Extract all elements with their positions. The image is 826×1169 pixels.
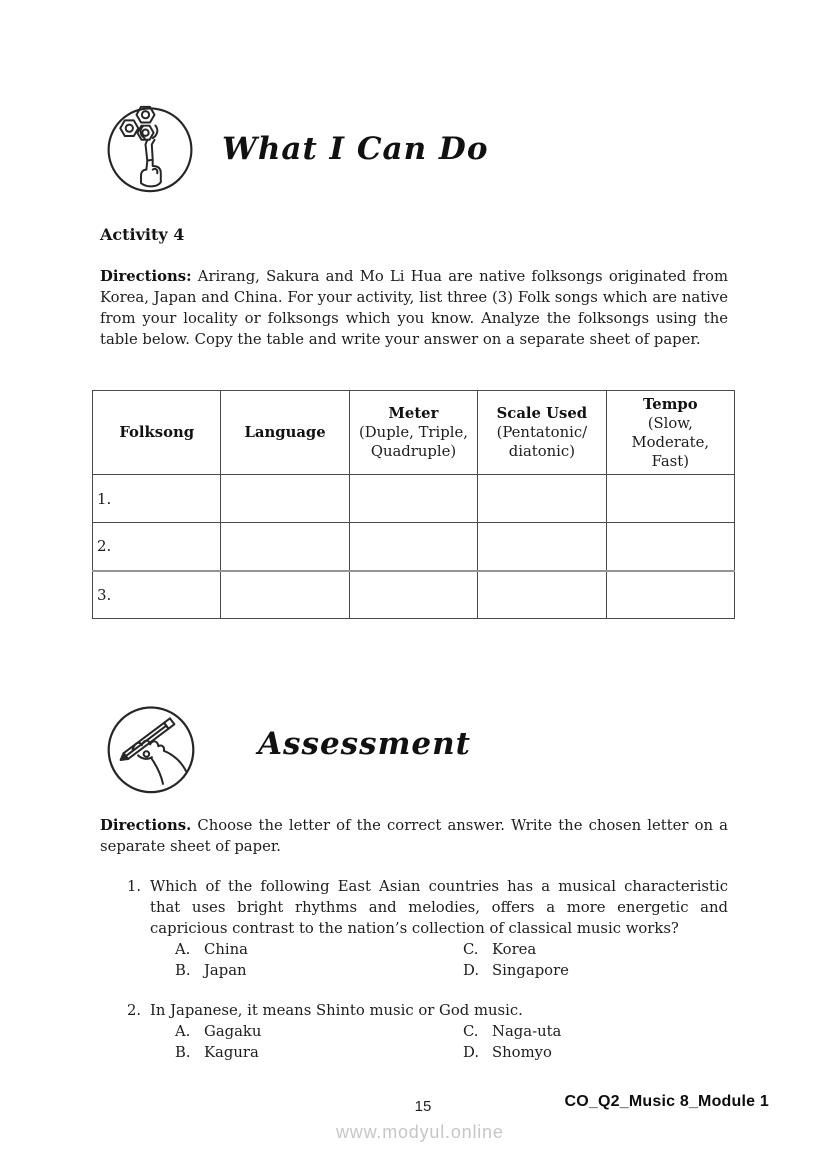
question-1-options (127, 939, 728, 981)
col-header-meter: Meter (Duple, Triple, Quadruple) (349, 391, 477, 475)
folksong-analysis-table (92, 390, 735, 619)
option-b: B. Japan (175, 962, 247, 979)
empty-cell (606, 571, 734, 619)
option-c: C. Naga-uta (463, 1023, 562, 1040)
option-a: A. Gagaku (175, 1023, 262, 1040)
section-title-assessment: Assessment (258, 726, 471, 762)
question-2 (127, 1000, 728, 1063)
col-header-tempo: Tempo (Slow, Moderate, Fast) (606, 391, 734, 475)
writing-hand-icon (105, 702, 197, 794)
empty-cell (349, 523, 477, 571)
empty-cell (606, 523, 734, 571)
empty-cell (478, 475, 606, 523)
question-number: 1. (127, 878, 142, 895)
section-title-what-i-can-do: What I Can Do (222, 131, 489, 167)
row-number: 2. (93, 523, 221, 571)
question-2-options (127, 1021, 728, 1063)
option-b: B. Kagura (175, 1044, 259, 1061)
empty-cell (221, 523, 349, 571)
activity-title: Activity 4 (100, 225, 185, 244)
col-header-language: Language (221, 391, 349, 475)
empty-cell (478, 571, 606, 619)
wrench-hand-icon (105, 103, 195, 193)
assessment-questions (127, 876, 728, 1063)
question-text: In Japanese, it means Shinto music or God music. (150, 1002, 523, 1019)
empty-cell (221, 475, 349, 523)
table-row-1 (93, 475, 735, 523)
assessment-directions-text: Choose the letter of the correct answer. Write the chosen letter on a separate sheet of paper. (100, 817, 728, 855)
question-text: Which of the following East Asian countries has a musical characteristic that uses bright rhythms and melodies, offers a more energetic and capricious contrast to the nation’s collection of classical music works? (150, 878, 728, 937)
page-number: 15 (414, 1098, 432, 1115)
assessment-directions-label: Directions. (100, 817, 192, 834)
assessment-directions (100, 816, 728, 858)
col-header-folksong: Folksong (93, 391, 221, 475)
empty-cell (349, 475, 477, 523)
empty-cell (606, 475, 734, 523)
option-d: D. Singapore (463, 962, 569, 979)
col-header-scale-used: Scale Used (Pentatonic/ diatonic) (478, 391, 606, 475)
table-row-2 (93, 523, 735, 571)
row-number: 1. (93, 475, 221, 523)
option-c: C. Korea (463, 941, 537, 958)
activity-directions-label: Directions: (100, 268, 192, 285)
question-number: 2. (127, 1002, 142, 1019)
empty-cell (478, 523, 606, 571)
module-code: CO_Q2_Music 8_Module 1 (564, 1093, 769, 1110)
option-d: D. Shomyo (463, 1044, 552, 1061)
watermark: www.modyul.online (336, 1122, 504, 1142)
activity-directions-text: Arirang, Sakura and Mo Li Hua are native folksongs originated from Korea, Japan and China. For your activity, list three (3) Folk songs which are native from your locality or folksongs which you know. Analyze the folksongs using the table below. Copy the table and write your answer on a separate sheet of paper. (100, 268, 728, 348)
option-a: A. China (175, 941, 248, 958)
activity-directions (100, 267, 728, 351)
row-number: 3. (93, 571, 221, 619)
question-1 (127, 876, 728, 981)
empty-cell (349, 571, 477, 619)
empty-cell (221, 571, 349, 619)
table-row-3 (93, 571, 735, 619)
table-header-row (93, 391, 735, 475)
